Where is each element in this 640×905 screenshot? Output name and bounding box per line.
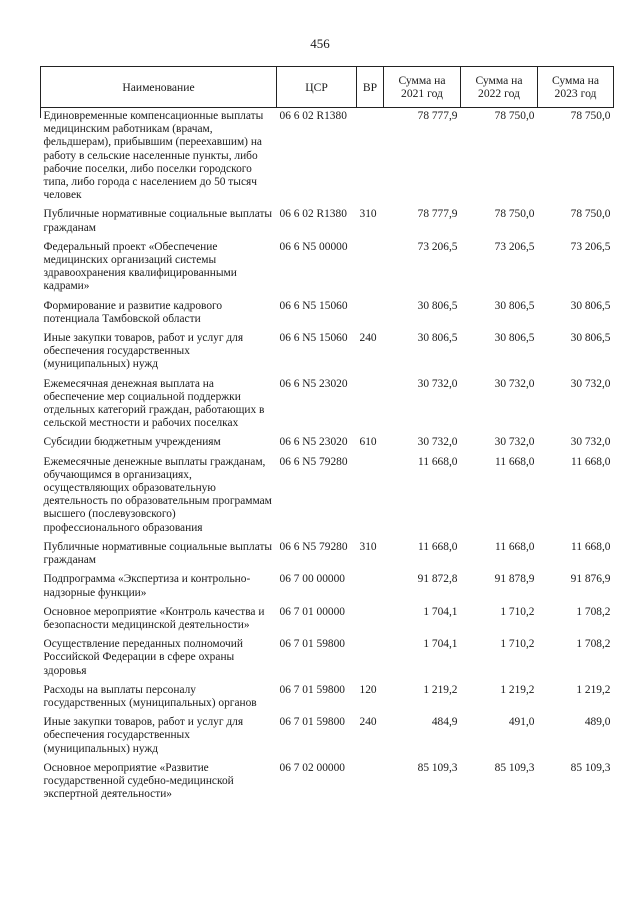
row-sum-2022: 78 750,0 bbox=[494, 110, 535, 122]
row-sum-2022: 30 806,5 bbox=[494, 332, 535, 345]
row-sum-2023: 1 708,2 bbox=[576, 638, 611, 651]
row-sum-2022: 491,0 bbox=[508, 716, 535, 729]
row-sum-2023: 1 708,2 bbox=[576, 605, 611, 618]
row-csr: 06 6 N5 00000 bbox=[279, 240, 348, 253]
row-name: Основное мероприятие «Развитие государственной судебно-медицинской экспертной деятельности» bbox=[43, 761, 234, 801]
row-sum-2022: 1 219,2 bbox=[500, 683, 535, 696]
row-vr bbox=[357, 762, 384, 808]
row-csr: 06 7 01 59800 bbox=[279, 638, 345, 651]
row-name: Субсидии бюджетным учреждениям bbox=[43, 436, 221, 449]
row-sum-2023: 30 806,5 bbox=[570, 332, 611, 345]
row-csr: 06 7 01 59800 bbox=[279, 683, 345, 696]
row-vr bbox=[357, 573, 384, 605]
table-row bbox=[41, 378, 614, 437]
header-sum-2021: Сумма на 2021 год bbox=[384, 67, 461, 108]
row-sum-2021: 78 777,9 bbox=[417, 110, 458, 122]
row-sum-2023: 78 750,0 bbox=[570, 208, 611, 221]
row-sum-2022: 78 750,0 bbox=[494, 208, 535, 221]
row-name: Единовременные компенсационные выплаты медицинским работникам (врачам, фельдшерам), прибывшим (переехавшим) на работу в сельские населенные пункты, либо рабочие поселки, либо поселки городского типа, либо города с населением до 50 тысяч человек bbox=[43, 110, 264, 202]
header-sum-2023: Сумма на 2023 год bbox=[538, 67, 614, 108]
table-row bbox=[41, 332, 614, 378]
row-csr: 06 6 02 R1380 bbox=[279, 110, 347, 122]
row-name: Формирование и развитие кадрового потенциала Тамбовской области bbox=[43, 299, 223, 325]
row-sum-2023: 91 876,9 bbox=[570, 573, 611, 586]
row-sum-2021: 78 777,9 bbox=[417, 208, 458, 221]
row-vr bbox=[357, 241, 384, 300]
row-name: Иные закупки товаров, работ и услуг для обеспечения государственных (муниципальных) нужд bbox=[43, 716, 244, 755]
table-header bbox=[41, 67, 614, 108]
row-sum-2021: 1 704,1 bbox=[423, 605, 458, 618]
row-sum-2023: 78 750,0 bbox=[570, 110, 611, 122]
row-sum-2022: 11 668,0 bbox=[495, 540, 535, 553]
row-sum-2021: 1 704,1 bbox=[423, 638, 458, 651]
row-vr bbox=[357, 300, 384, 332]
table-row bbox=[41, 208, 614, 240]
row-csr: 06 7 01 00000 bbox=[279, 605, 345, 618]
row-sum-2022: 30 732,0 bbox=[494, 436, 535, 449]
row-sum-2023: 30 732,0 bbox=[570, 377, 611, 390]
row-vr bbox=[357, 456, 384, 541]
row-name: Подпрограмма «Экспертиза и контрольно-надзорные функции» bbox=[43, 573, 251, 599]
row-csr: 06 6 02 R1380 bbox=[279, 208, 347, 221]
row-name: Основное мероприятие «Контроль качества и безопасности медицинской деятельности» bbox=[43, 605, 265, 631]
row-sum-2021: 73 206,5 bbox=[417, 240, 458, 253]
row-sum-2021: 91 872,8 bbox=[417, 573, 458, 586]
table-row bbox=[41, 573, 614, 605]
row-sum-2022: 11 668,0 bbox=[495, 455, 535, 468]
row-csr: 06 6 N5 79280 bbox=[279, 540, 348, 553]
table-left-rule bbox=[40, 108, 41, 118]
row-csr: 06 6 N5 79280 bbox=[279, 455, 348, 468]
row-vr: 240 bbox=[359, 332, 377, 345]
row-csr: 06 6 N5 23020 bbox=[279, 377, 348, 390]
row-sum-2022: 30 806,5 bbox=[494, 299, 535, 312]
row-csr: 06 7 02 00000 bbox=[279, 761, 345, 774]
table-row bbox=[41, 541, 614, 573]
row-name: Публичные нормативные социальные выплаты гражданам bbox=[43, 208, 273, 234]
table-row bbox=[41, 638, 614, 684]
table-row bbox=[41, 436, 614, 455]
row-vr: 310 bbox=[359, 540, 377, 553]
table-row bbox=[41, 716, 614, 762]
row-vr bbox=[357, 378, 384, 437]
row-sum-2023: 1 219,2 bbox=[576, 683, 611, 696]
row-sum-2021: 1 219,2 bbox=[423, 683, 458, 696]
row-csr: 06 6 N5 23020 bbox=[279, 436, 348, 449]
row-name: Иные закупки товаров, работ и услуг для обеспечения государственных (муниципальных) нужд bbox=[43, 332, 244, 371]
row-sum-2023: 30 732,0 bbox=[570, 436, 611, 449]
table-row bbox=[41, 684, 614, 716]
row-sum-2023: 489,0 bbox=[584, 716, 611, 729]
row-csr: 06 6 N5 15060 bbox=[279, 332, 348, 345]
header-name: Наименование bbox=[41, 67, 277, 108]
row-sum-2022: 1 710,2 bbox=[500, 638, 535, 651]
row-sum-2022: 91 878,9 bbox=[494, 573, 535, 586]
row-vr: 240 bbox=[359, 716, 377, 729]
row-csr: 06 7 01 59800 bbox=[279, 716, 345, 729]
header-csr: ЦСР bbox=[277, 67, 357, 108]
row-csr: 06 6 N5 15060 bbox=[279, 299, 348, 312]
row-name: Публичные нормативные социальные выплаты гражданам bbox=[43, 540, 273, 567]
header-vr: ВР bbox=[357, 67, 384, 108]
row-csr: 06 7 00 00000 bbox=[279, 573, 345, 586]
row-sum-2021: 85 109,3 bbox=[417, 761, 458, 774]
row-vr bbox=[357, 108, 384, 209]
row-sum-2021: 30 806,5 bbox=[417, 332, 458, 345]
row-name: Расходы на выплаты персоналу государственных (муниципальных) органов bbox=[43, 683, 257, 709]
row-vr: 610 bbox=[359, 436, 377, 449]
row-vr: 120 bbox=[359, 683, 377, 696]
row-sum-2022: 85 109,3 bbox=[494, 761, 535, 774]
row-sum-2021: 30 732,0 bbox=[417, 377, 458, 390]
row-vr bbox=[357, 606, 384, 638]
row-sum-2021: 11 668,0 bbox=[418, 455, 458, 468]
row-sum-2021: 30 732,0 bbox=[417, 436, 458, 449]
row-sum-2021: 484,9 bbox=[431, 716, 458, 729]
table-row bbox=[41, 606, 614, 638]
row-name: Ежемесячная денежная выплата на обеспечение мер социальной поддержки отдельных категорий граждан, работающих в сельской местности и рабочих поселках bbox=[43, 377, 265, 430]
row-sum-2022: 30 732,0 bbox=[494, 377, 535, 390]
row-vr: 310 bbox=[359, 208, 377, 221]
row-sum-2023: 11 668,0 bbox=[571, 455, 611, 468]
row-sum-2021: 30 806,5 bbox=[417, 299, 458, 312]
row-vr bbox=[357, 638, 384, 684]
row-sum-2022: 73 206,5 bbox=[494, 240, 535, 253]
row-sum-2023: 85 109,3 bbox=[570, 761, 611, 774]
table-row bbox=[41, 456, 614, 541]
row-sum-2023: 11 668,0 bbox=[571, 540, 611, 553]
budget-table bbox=[40, 66, 614, 807]
row-sum-2022: 1 710,2 bbox=[500, 605, 535, 618]
row-sum-2021: 11 668,0 bbox=[418, 540, 458, 553]
row-name: Ежемесячные денежные выплаты гражданам, обучающимся в организациях, осуществляющих образовательную деятельность по образовательным программам высшего (послевузовского) профессионального образования bbox=[43, 455, 272, 534]
header-sum-2022: Сумма на 2022 год bbox=[461, 67, 538, 108]
table-row bbox=[41, 300, 614, 332]
row-sum-2023: 30 806,5 bbox=[570, 299, 611, 312]
page-number: 456 bbox=[310, 36, 330, 51]
table-row bbox=[41, 108, 614, 209]
row-name: Федеральный проект «Обеспечение медицинских организаций системы здравоохранения квалифицированными кадрами» bbox=[43, 240, 237, 293]
table-row bbox=[41, 241, 614, 300]
row-sum-2023: 73 206,5 bbox=[570, 240, 611, 253]
row-name: Осуществление переданных полномочий Российской Федерации в сфере охраны здоровья bbox=[43, 638, 243, 677]
table-body bbox=[41, 108, 614, 808]
table-row bbox=[41, 762, 614, 808]
